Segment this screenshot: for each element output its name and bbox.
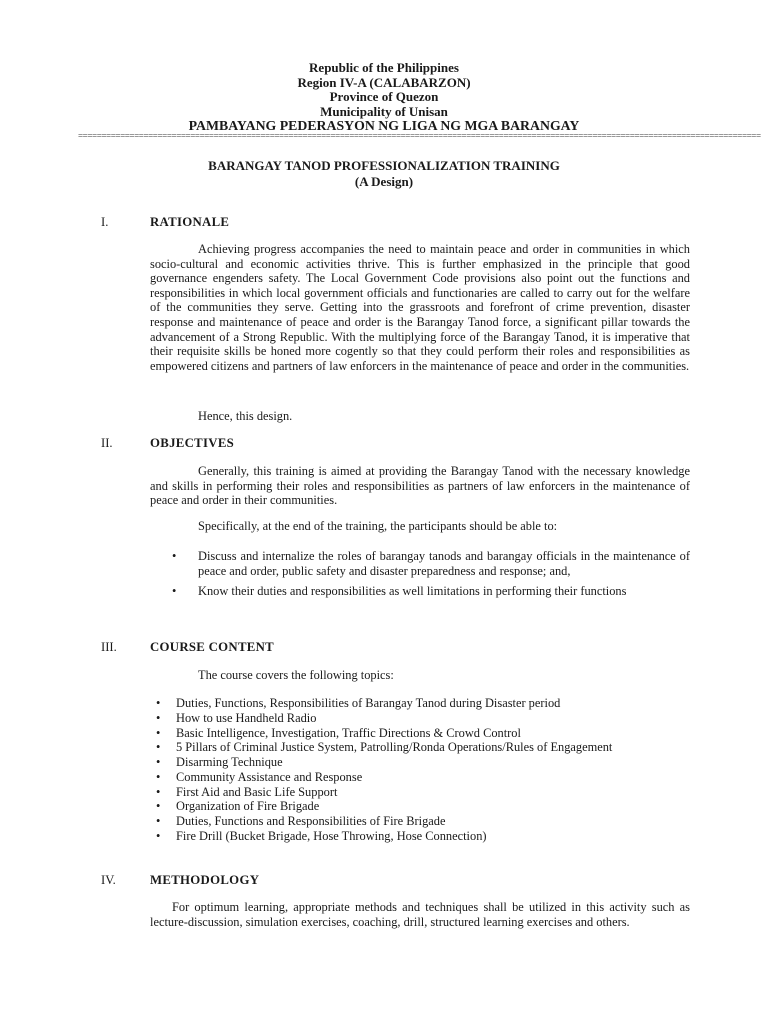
document-header (0, 61, 768, 134)
list-item: • Community Assistance and Response (150, 770, 690, 785)
methodology-text: For optimum learning, appropriate methods and techniques shall be utilized in this activity such as lecture-discussion, simulation exercises, coaching, drill, structured learning exercises and others. (150, 900, 690, 929)
section-title-methodology: METHODOLOGY (150, 873, 260, 887)
header-province: Province of Quezon (329, 89, 439, 105)
objectives-specific-intro: Specifically, at the end of the training, the participants should be able to: (198, 519, 558, 533)
document-title: BARANGAY TANOD PROFESSIONALIZATION TRAINING (208, 158, 560, 173)
section-title-rationale: RATIONALE (150, 215, 230, 229)
header-divider: ================================================================================================================================================== (78, 131, 761, 141)
header-federation: PAMBAYANG PEDERASYON NG LIGA NG MGA BARANGAY (188, 118, 580, 134)
list-item: • Basic Intelligence, Investigation, Traffic Directions & Crowd Control (150, 726, 690, 741)
section-title-course-content: COURSE CONTENT (150, 640, 275, 654)
course-topics-list (150, 696, 690, 844)
section-title-objectives: OBJECTIVES (150, 436, 235, 450)
rationale-paragraph (150, 242, 690, 373)
list-item: • Duties, Functions and Responsibilities of Fire Brigade (150, 814, 690, 829)
list-item: • 5 Pillars of Criminal Justice System, Patrolling/Ronda Operations/Rules of Engagement (150, 740, 690, 755)
list-item: • Know their duties and responsibilities as well limitations in performing their functions (172, 584, 690, 599)
list-item: • Organization of Fire Brigade (150, 799, 690, 814)
methodology-paragraph (150, 900, 690, 929)
list-item: • Fire Drill (Bucket Brigade, Hose Throwing, Hose Connection) (150, 829, 690, 844)
list-item: • Discuss and internalize the roles of barangay tanods and barangay officials in the maintenance of peace and order, public safety and disaster preparedness and response; and, (172, 549, 690, 578)
header-municipality: Municipality of Unisan (320, 103, 448, 119)
list-item: • Disarming Technique (150, 755, 690, 770)
list-item: • First Aid and Basic Life Support (150, 785, 690, 800)
document-subtitle: (A Design) (354, 174, 414, 189)
rationale-closing: Hence, this design. (198, 409, 293, 423)
section-number-methodology: IV. (101, 873, 116, 887)
objectives-general-paragraph (150, 464, 690, 508)
section-number-objectives: II. (101, 436, 113, 450)
header-region: Region IV-A (CALABARZON) (297, 74, 471, 90)
objectives-list (172, 549, 690, 605)
section-number-rationale: I. (101, 215, 109, 229)
list-item: • How to use Handheld Radio (150, 711, 690, 726)
list-item: • Duties, Functions, Responsibilities of Barangay Tanod during Disaster period (150, 696, 690, 711)
header-republic: Republic of the Philippines (309, 60, 459, 75)
objectives-general-text: Generally, this training is aimed at providing the Barangay Tanod with the necessary knowledge and skills in performing their roles and responsibilities as partners of law enforcers in the maintenance of peace and order in their communities. (150, 464, 690, 508)
course-content-intro: The course covers the following topics: (198, 668, 394, 682)
section-number-course-content: III. (101, 640, 117, 654)
rationale-text: Achieving progress accompanies the need to maintain peace and order in communities in which socio-cultural and economic activities thrive. This is further emphasized in the principle that good governance engenders safety. The Local Government Code provisions also point out the functions and responsibilities in which local government officials and functionaries are called to carry out for the welfare of the communities they serve. Getting into the grassroots and forefront of crime prevention, disaster response and maintenance of peace and order is the Barangay Tanod force, a significant pillar towards the advancement of a Strong Republic. With the multiplying force of the Barangay Tanod, it is imperative that their requisite skills be honed more cogently so that they could perform their roles and responsibilities as empowered citizens and partners of law enforcers in the maintenance of peace and order in the communities. (150, 242, 690, 373)
